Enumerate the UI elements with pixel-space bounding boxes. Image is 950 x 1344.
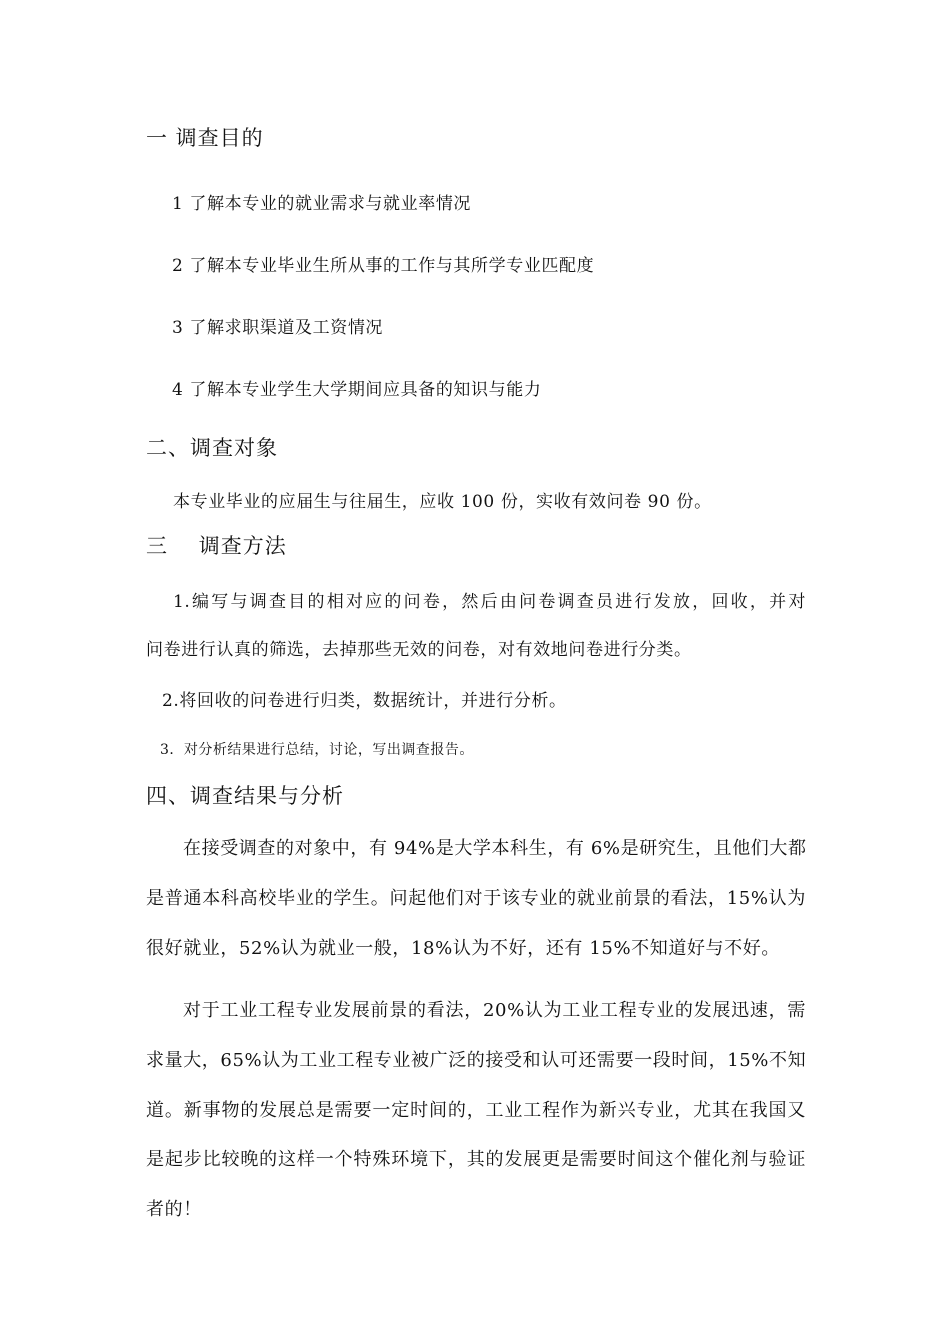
purpose-item-1: 1 了解本专业的就业需求与就业率情况 bbox=[172, 194, 472, 214]
section-heading-purpose: 一 调查目的 bbox=[146, 126, 264, 150]
purpose-item-4: 4 了解本专业学生大学期间应具备的知识与能力 bbox=[172, 380, 542, 400]
results-para1-line-1: 在接受调查的对象中，有 94%是大学本科生，有 6%是研究生，且他们大都 bbox=[183, 838, 807, 859]
subjects-text: 本专业毕业的应届生与往届生，应收 100 份，实收有效问卷 90 份。 bbox=[173, 492, 712, 512]
results-para1-line-2: 是普通本科高校毕业的学生。问起他们对于该专业的就业前景的看法，15%认为 bbox=[146, 888, 806, 909]
purpose-item-3: 3 了解求职渠道及工资情况 bbox=[172, 318, 384, 338]
purpose-item-2: 2 了解本专业毕业生所从事的工作与其所学专业匹配度 bbox=[172, 256, 595, 276]
method-step-2: 2.将回收的问卷进行归类，数据统计，并进行分析。 bbox=[162, 691, 567, 711]
results-para2-line-2: 求量大，65%认为工业工程专业被广泛的接受和认可还需要一段时间，15%不知 bbox=[146, 1050, 807, 1071]
results-para2-line-5: 者的！ bbox=[146, 1199, 202, 1220]
results-para2-line-3: 道。新事物的发展总是需要一定时间的，工业工程作为新兴专业，尤其在我国又 bbox=[146, 1100, 806, 1121]
method-step-3: 3．对分析结果进行总结，讨论，写出调查报告。 bbox=[160, 742, 474, 758]
method-step-1-line-2: 问卷进行认真的筛选，去掉那些无效的问卷，对有效地问卷进行分类。 bbox=[146, 640, 692, 660]
results-para2-line-1: 对于工业工程专业发展前景的看法，20%认为工业工程专业的发展迅速，需 bbox=[183, 1000, 806, 1021]
results-para2-line-4: 是起步比较晚的这样一个特殊环境下，其的发展更是需要时间这个催化剂与验证 bbox=[146, 1149, 806, 1170]
section-heading-results: 四、调查结果与分析 bbox=[146, 784, 344, 808]
method-step-1-line-1: 1.编写与调查目的相对应的问卷，然后由问卷调查员进行发放，回收，并对 bbox=[173, 592, 806, 612]
results-para1-line-3: 很好就业，52%认为就业一般，18%认为不好，还有 15%不知道好与不好。 bbox=[146, 938, 780, 959]
section-heading-method: 三 调查方法 bbox=[146, 534, 287, 558]
section-heading-subjects: 二、调查对象 bbox=[146, 436, 278, 460]
